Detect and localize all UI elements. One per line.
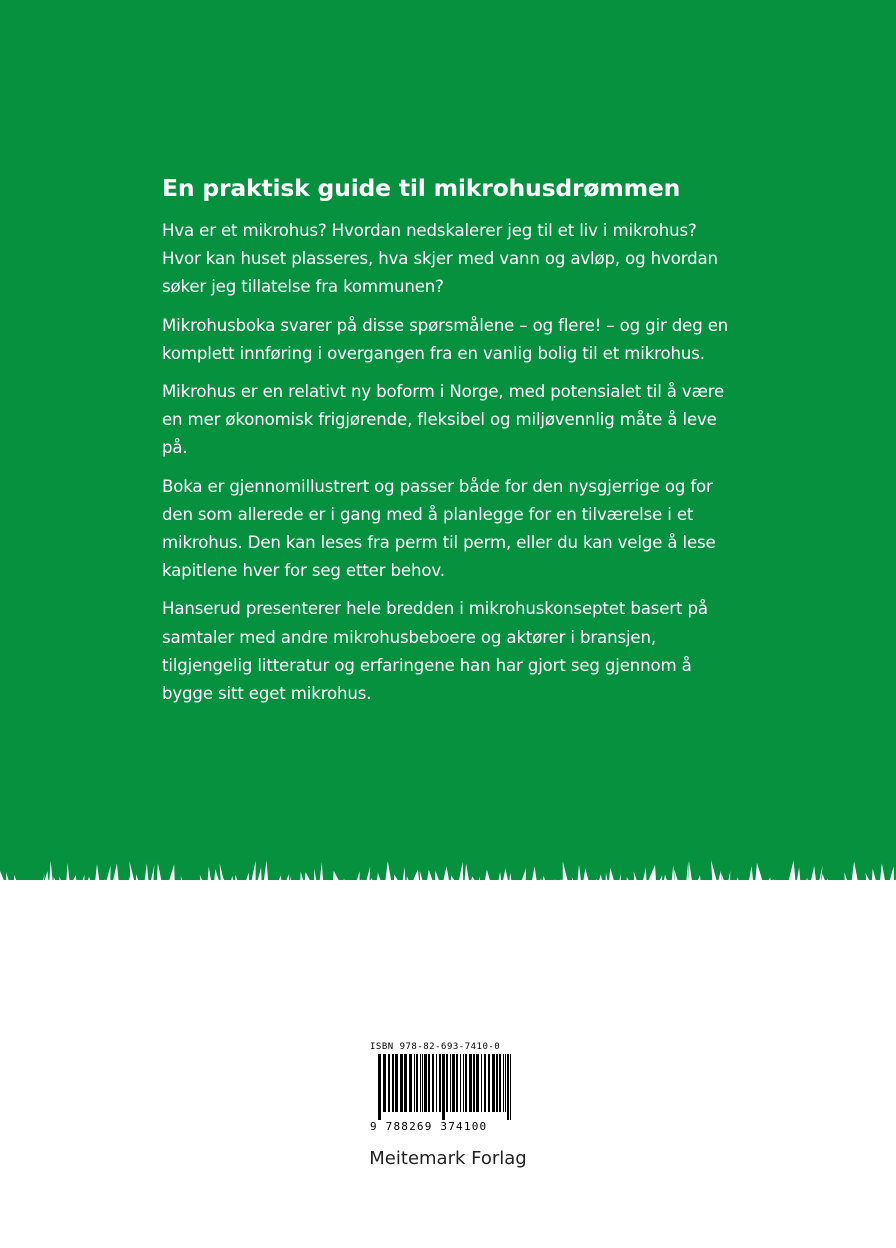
barcode-bar: [463, 1054, 464, 1112]
barcode-bar: [432, 1054, 434, 1112]
barcode-bar: [414, 1054, 415, 1112]
barcode-bar: [378, 1054, 381, 1120]
barcode-bar: [503, 1054, 504, 1112]
isbn-barcode: [370, 1042, 520, 1132]
barcode-bar: [422, 1054, 423, 1112]
barcode-bar: [439, 1054, 441, 1112]
barcode-bar: [442, 1054, 445, 1120]
blurb: [162, 168, 737, 718]
barcode-bar: [409, 1054, 412, 1112]
blurb-paragraph: Boka er gjennomillustrert og passer både for den nysgjerrige og for den som allerede er i gang med å planlegge for en tilværelse i et mikrohus. Den kan leses fra perm til perm, eller du kan velge å lese kapitlene hver for seg etter behov.: [162, 476, 716, 581]
barcode-bar: [507, 1054, 509, 1120]
barcode-bar: [446, 1054, 448, 1112]
barcode-bar: [492, 1054, 495, 1112]
barcode-bar: [424, 1054, 427, 1112]
barcode-bar: [428, 1054, 430, 1112]
grass-edge-icon: [0, 860, 896, 930]
barcode-bar: [392, 1054, 394, 1112]
blurb-paragraph: Mikrohus er en relativt ny boform i Norge, med potensialet til å være en mer økonomisk frigjørende, fleksibel og miljøvennlig måte å leve på.: [162, 382, 725, 458]
barcode-bar: [465, 1054, 467, 1112]
barcode-bar: [476, 1054, 479, 1112]
barcode-bar: [496, 1054, 498, 1112]
blurb-title: En praktisk guide til mikrohusdrømmen: [162, 174, 681, 202]
barcode-bar: [469, 1054, 472, 1112]
ean-number: 9 788269 374100: [370, 1120, 488, 1133]
barcode-bar: [456, 1054, 458, 1112]
barcode-bar: [510, 1054, 511, 1120]
blurb-paragraph: Hanserud presenterer hele bredden i mikrohuskonseptet basert på samtaler med andre mikrohusbeboere og aktører i bransjen, tilgjengelig litteratur og erfaringene han har gjort seg gjennom å bygge sitt eget mikrohus.: [162, 599, 708, 704]
barcode-bar: [395, 1054, 398, 1112]
barcode-bar: [499, 1054, 501, 1112]
barcode-bar: [450, 1054, 451, 1112]
blurb-paragraph: Hva er et mikrohus? Hvordan nedskalerer jeg til et liv i mikrohus? Hvor kan huset plasseres, hva skjer med vann og avløp, og hvordan søker jeg tillatelse fra kommunen?: [162, 221, 718, 297]
barcode-bar: [460, 1054, 461, 1112]
barcode-bar: [488, 1054, 490, 1112]
publisher-name: Meitemark Forlag: [369, 1148, 527, 1169]
barcode-bar: [452, 1054, 455, 1112]
barcode-icon: [378, 1054, 512, 1120]
barcode-bar: [388, 1054, 390, 1112]
barcode-bar: [505, 1054, 506, 1112]
barcode-bar: [416, 1054, 418, 1112]
isbn-label: ISBN 978-82-693-7410-0: [370, 1042, 501, 1052]
barcode-bar: [481, 1054, 482, 1112]
barcode-bar: [383, 1054, 386, 1112]
barcode-bar: [484, 1054, 486, 1112]
blurb-paragraph: Mikrohusboka svarer på disse spørsmålene – og flere! – og gir deg en komplett innføring i overgangen fra en vanlig bolig til et mikrohus.: [162, 315, 729, 363]
barcode-bar: [420, 1054, 421, 1112]
barcode-bar: [473, 1054, 475, 1112]
barcode-bar: [404, 1054, 407, 1112]
barcode-bar: [400, 1054, 403, 1112]
barcode-bar: [436, 1054, 437, 1112]
